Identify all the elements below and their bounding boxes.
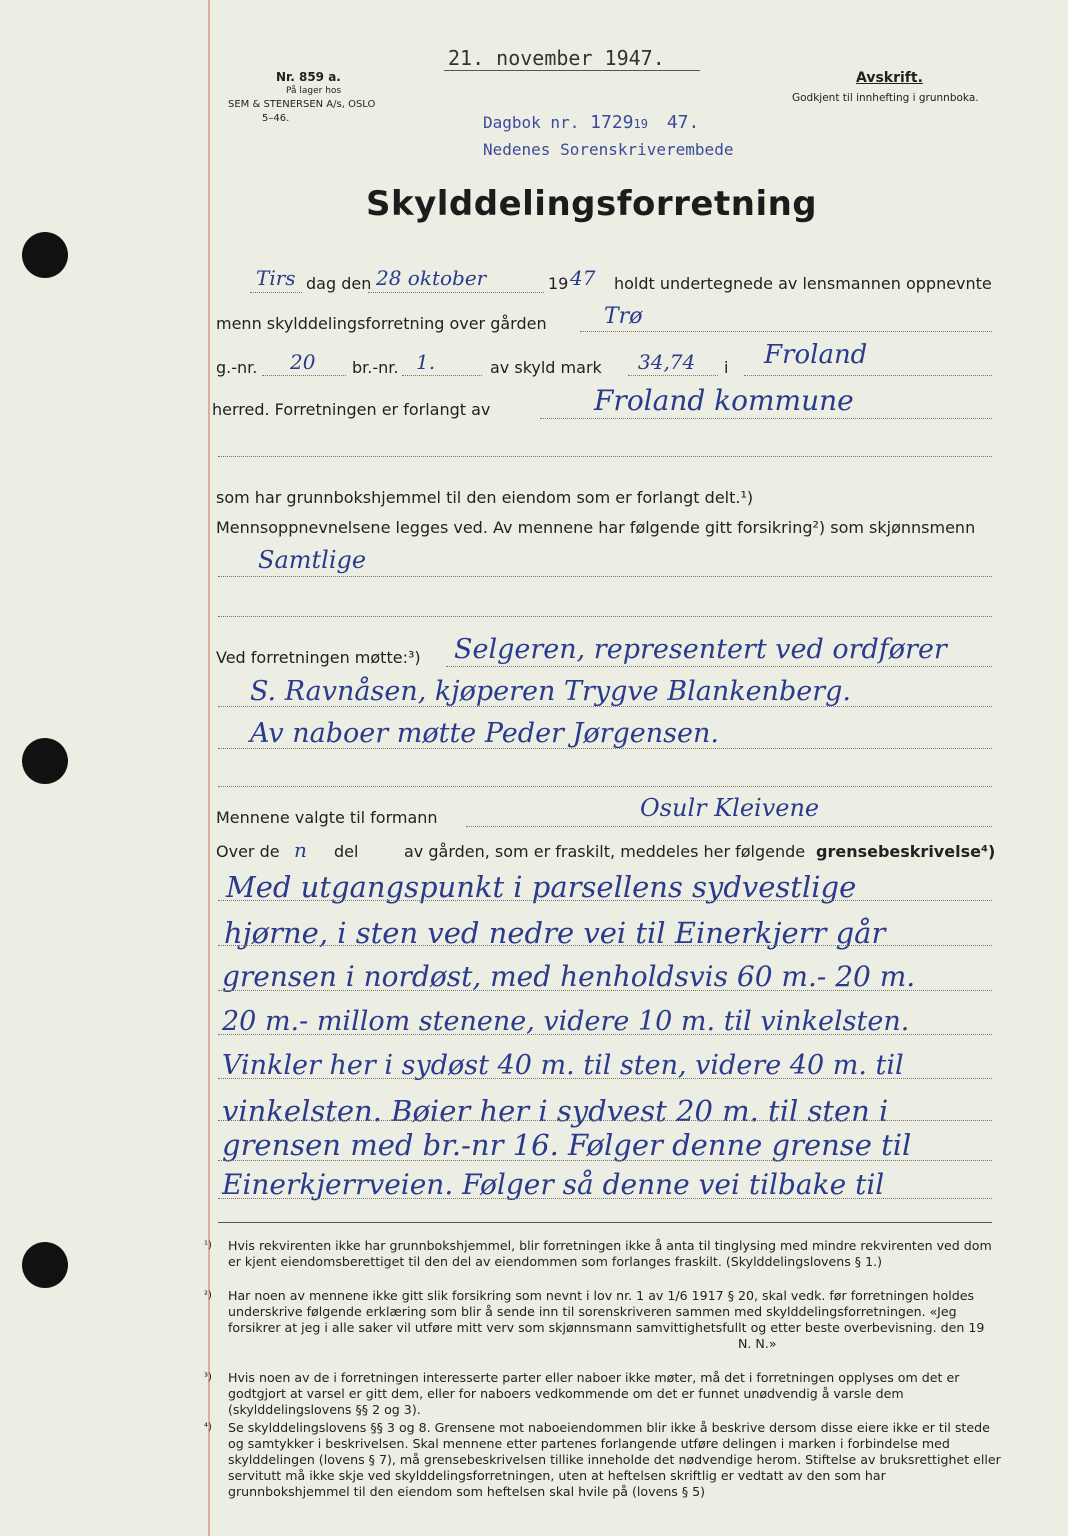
year-written: 47: [570, 266, 596, 290]
rule: [218, 945, 992, 946]
skyld-label: av skyld mark: [490, 358, 602, 377]
rule: [218, 706, 992, 707]
footnote-1: [204, 1238, 1008, 1270]
over-den-label: Over de: [216, 842, 280, 861]
rule: [218, 1198, 992, 1199]
footnote-separator: [218, 1222, 992, 1223]
line2-label: menn skylddelingsforretning over gården: [216, 314, 547, 333]
binder-hole-middle: [22, 738, 68, 784]
rule: [218, 576, 992, 577]
rule: [218, 748, 992, 749]
rule: [218, 456, 992, 457]
rule: [466, 826, 992, 827]
footnote-text: Hvis noen av de i forretningen interesserte parter eller naboer ikke møter, må det i forretningen opplyses om det er godtgjort at varsel er gitt dem, eller for naboers vedkommende om det er funnet unødvendig å varsle dem (skylddelingslovens §§ 2 og 3).: [228, 1370, 960, 1417]
requested-by: Froland kommune: [594, 384, 854, 417]
gnr-value: 20: [290, 350, 316, 374]
rule: [744, 375, 992, 376]
date-written: 28 oktober: [376, 266, 487, 290]
binder-hole-bottom: [22, 1242, 68, 1288]
publisher-line-2: SEM & STENERSEN A/s, OSLO: [228, 99, 376, 110]
grense-label: grensebeskrivelse⁴): [816, 842, 996, 861]
line1-rest: holdt undertegnede av lensmannen oppnevnte: [614, 274, 992, 293]
rule: [218, 616, 992, 617]
gnr-label: g.-nr.: [216, 358, 258, 377]
rule: [218, 1120, 992, 1121]
footnote-3: [204, 1370, 1008, 1418]
mote-line-2: S. Ravnåsen, kjøperen Trygve Blankenberg.: [250, 676, 851, 707]
footnote-text: Hvis rekvirenten ikke har grunnbokshjemmel, blir forretningen ikke å anta til tinglysing med mindre rekvirenten ved dom er kjent eiendomsberettiget til den del av eiendommen som forlanges fraskilt. (Skylddelingslovens § 1.): [228, 1238, 992, 1269]
rule: [540, 418, 992, 419]
footnote-text: Se skylddelingslovens §§ 3 og 8. Grensene mot naboeiendommen blir ikke å beskrive dersom disse eiere ikke er til stede og samtykker i beskrivelsen. Skal mennene etter partenes forlangende utføre delingen i marken i forbindelse med skylddelingen (lovens § 7), må grensebeskrivelsen tillike inneholde det nødvendige herom. Stiftelse av bruksrettighet eller servitutt må ikke skje ved skylddelingsforretningen, uten at heftelsen skriftlig er vedtatt av den som har grunnbokshjemmel til den eiendom som heftelsen skal hvile på (lovens § 5): [228, 1420, 1001, 1499]
publisher-line-1: På lager hos: [286, 86, 342, 96]
rule: [218, 1078, 992, 1079]
dagbok-stamp: [483, 112, 699, 133]
rule: [250, 292, 302, 293]
footnote-number: ²): [204, 1290, 212, 1301]
description-line: hjørne, i sten ved nedre vei til Einerkjerr går: [224, 916, 886, 950]
del-label: del: [334, 842, 359, 861]
rule: [402, 375, 482, 376]
rule: [628, 375, 718, 376]
description-line: grensen med br.-nr 16. Følger denne grense til: [222, 1128, 912, 1162]
mote-line-3: Av naboer møtte Peder Jørgensen.: [250, 718, 719, 749]
footnote-2: [204, 1288, 1008, 1352]
footnote-4: [204, 1420, 1008, 1500]
rule: [580, 331, 992, 332]
description-line: grensen i nordøst, med henholdsvis 60 m.- 20 m.: [222, 960, 916, 993]
forsikring-value: Samtlige: [258, 546, 367, 574]
header-date: 21. november 1947.: [448, 46, 665, 70]
herred-label: herred. Forretningen er forlangt av: [212, 400, 491, 419]
dagbok-label: Dagbok nr.: [483, 113, 580, 132]
mote-label: Ved forretningen møtte:³): [216, 648, 421, 667]
rule: [262, 375, 346, 376]
description-line: Med utgangspunkt i parsellens sydvestlige: [226, 870, 857, 904]
dagbok-sup: 19: [633, 117, 648, 131]
form-number: Nr. 859 a.: [276, 70, 341, 84]
skyld-value: 34,74: [638, 350, 696, 374]
header-date-rule: [444, 70, 700, 71]
brnr-value: 1.: [416, 350, 436, 374]
description-line: 20 m.- millom stenene, videre 10 m. til vinkelsten.: [222, 1006, 910, 1037]
footnote-number: ⁴): [204, 1422, 212, 1433]
day-written: Tirs: [256, 266, 296, 290]
brnr-label: br.-nr.: [352, 358, 399, 377]
description-line: vinkelsten. Bøier her i sydvest 20 m. til sten i: [222, 1094, 889, 1128]
year-prefix: 19: [548, 274, 569, 293]
rule: [368, 292, 544, 293]
avskrift-label: Avskrift.: [856, 70, 923, 86]
i-label: i: [724, 358, 729, 377]
dagbok-number: 1729: [590, 112, 634, 133]
grunnbok-line: som har grunnbokshjemmel til den eiendom som er forlangt delt.¹): [216, 488, 754, 507]
farm-name: Trø: [604, 304, 643, 329]
rule: [218, 990, 992, 991]
mennsopp-line: Mennsoppnevnelsene legges ved. Av mennene har følgende gitt forsikring²) som skjønnsmenn: [216, 518, 976, 537]
footnote-number: ³): [204, 1372, 212, 1383]
description-line: Einerkjerrveien. Følger så denne vei tilbake til: [222, 1168, 885, 1201]
municipality: Froland: [764, 340, 868, 370]
dag-den-label: dag den: [306, 274, 372, 293]
avskrift-note: Godkjent til innhefting i grunnboka.: [792, 92, 979, 104]
formann-value: Osulr Kleivene: [640, 794, 820, 822]
description-line: Vinkler her i sydøst 40 m. til sten, videre 40 m. til: [222, 1050, 904, 1081]
footnote-number: ¹): [204, 1240, 212, 1251]
formann-label: Mennene valgte til formann: [216, 808, 438, 827]
gaarden-rest: av gården, som er fraskilt, meddeles her følgende: [404, 842, 806, 861]
publisher-line-3: 5–46.: [262, 113, 290, 124]
office-stamp: Nedenes Sorenskriverembede: [483, 140, 734, 159]
footnote-text: Har noen av mennene ikke gitt slik forsikring som nevnt i lov nr. 1 av 1/6 1917 § 20, skal vedk. før forretningen holdes underskrive følgende erklæring som blir å sende inn til sorenskriveren sammen med skylddelingsforretningen. «Jeg forsikrer at jeg i alle saker vil utføre mitt verv som skjønnsmann samvittighetsfullt og etter beste overbevisning. den 19: [228, 1288, 985, 1335]
rule: [218, 900, 992, 901]
margin-line: [208, 0, 210, 1536]
rule: [218, 1034, 992, 1035]
over-den-written: n: [294, 838, 307, 862]
rule: [218, 1160, 992, 1161]
binder-hole-top: [22, 232, 68, 278]
footnote-signature: N. N.»: [738, 1336, 777, 1351]
rule: [218, 786, 992, 787]
document-title: Skylddelingsforretning: [366, 184, 818, 224]
mote-line-1: Selgeren, representert ved ordfører: [454, 634, 947, 665]
dagbok-year: 47.: [666, 112, 700, 133]
rule: [446, 666, 992, 667]
